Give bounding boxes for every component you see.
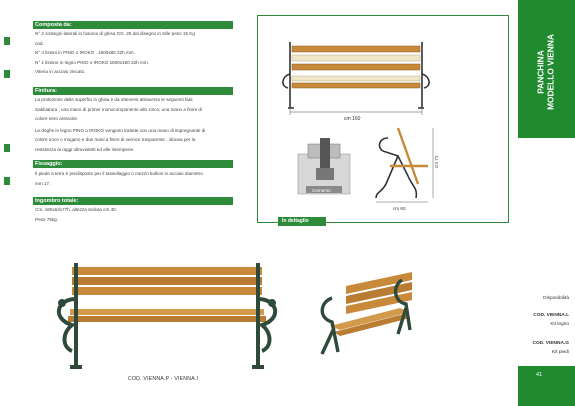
section-heading-ingombro: Ingombro totale:	[33, 197, 233, 205]
text-line: N° 4 listoni in PINO o IROKO , 1600x80 32h mm.	[35, 50, 135, 56]
page-footer-band	[518, 366, 575, 406]
bench-photo-front	[42, 255, 292, 375]
product-desc-1: Kit legno	[550, 322, 569, 327]
cemento-label: Cemento	[312, 188, 331, 193]
bench-front-illustration	[42, 255, 292, 375]
section-text-fissaggio	[35, 169, 247, 188]
bench-photo-perspective	[312, 268, 422, 358]
technical-drawing-panel	[257, 15, 509, 223]
text-line: colore nero antracite.	[35, 116, 79, 122]
text-line: Cm. 160x64x77h. altezza seduta cm 40.	[35, 207, 117, 212]
text-line: cad.	[35, 40, 44, 46]
text-line: N° 2 sostegni laterali in fusione di ghisa GG. 25 dal disegno in stile peso 15 Kg	[35, 31, 195, 36]
dim-width-label: cm 160	[344, 116, 361, 122]
text-line: Peso 75kg.	[35, 216, 58, 222]
bench-perspective-illustration	[312, 268, 422, 358]
availability-label: Disponibilità	[543, 296, 569, 301]
side-marker	[4, 177, 10, 185]
text-line: Le doghe in legno PINO o IROKO vengono trattate con una mano di impregnante di	[35, 127, 206, 133]
dim-height-label: cm 72	[434, 155, 439, 168]
product-code-2: COD. VIENNA.G	[532, 341, 569, 346]
technical-drawing	[258, 16, 510, 224]
text-line: colore noce o mogano e due mani a finire di vernice trasparente , idonea per la	[35, 137, 196, 143]
front-view-drawing	[283, 42, 429, 115]
product-desc-2: Kit piedi	[551, 350, 569, 355]
text-line: Sabbiatura ; una mano di primer monocomponente allo zinco; una mano a finire di	[35, 106, 203, 112]
detail-tab: In dettaglio	[278, 217, 326, 226]
page-number: 41	[536, 372, 543, 378]
text-line: La protezione delle superfici in ghisa è da ottenersi attraverso le seguenti fasi:	[35, 97, 194, 102]
text-line: Il piede a terra è predisposto per il tassellaggio o mezzo bulloni in acciaio diametro	[35, 171, 203, 176]
section-heading-finitura: Finitura:	[33, 87, 233, 95]
text-line: N° 1 listone in legno PINO o IROKO 1600x180 32h mm.	[35, 59, 149, 65]
text-line: resistenza ai raggi ultravioletti ed alle intemperie.	[35, 146, 135, 152]
side-marker	[4, 37, 10, 45]
section-heading-composta: Composta da:	[33, 21, 233, 29]
product-code-1: COD. VIENNA.L	[533, 313, 569, 318]
photo-caption: COD. VIENNA.P - VIENNA.I	[128, 376, 199, 382]
side-marker	[4, 144, 10, 152]
dim-depth-label: cm 60	[393, 206, 406, 211]
text-line: mm 17.	[35, 180, 51, 186]
foundation-detail	[298, 138, 350, 194]
title-line-1: PANCHINA	[535, 50, 546, 94]
vertical-title	[536, 34, 555, 110]
section-heading-fissaggio: Fissaggio:	[33, 160, 233, 168]
side-marker	[4, 70, 10, 78]
section-text-composta	[35, 29, 247, 77]
section-text-finitura	[35, 95, 247, 155]
title-line-2: MODELLO VIENNA	[545, 34, 555, 110]
section-text-ingombro	[35, 205, 247, 224]
side-view-drawing	[376, 128, 433, 202]
text-line: Viteria in acciaio zincato.	[35, 69, 86, 75]
